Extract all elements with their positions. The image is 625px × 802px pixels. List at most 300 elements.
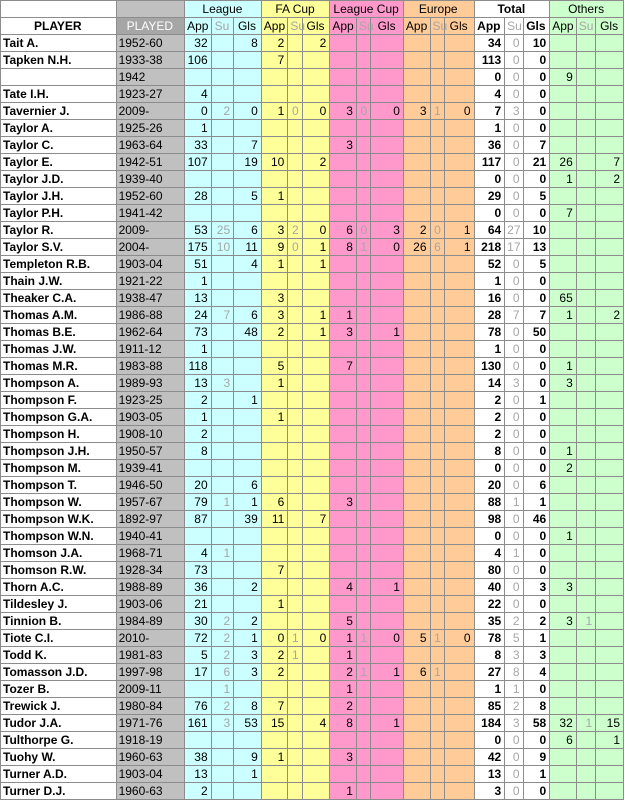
lc-su-cell: [356, 120, 370, 137]
oth-su-cell: 1: [576, 715, 595, 732]
fa-su-cell: [288, 426, 302, 443]
oth-app-cell: [550, 256, 577, 273]
fa-su-cell: [288, 86, 302, 103]
lc-su-cell: [356, 188, 370, 205]
lc-su-cell: [356, 154, 370, 171]
table-row: [1, 171, 624, 188]
fa-app-cell: 1: [261, 375, 288, 392]
oth-app-cell: 1: [550, 443, 577, 460]
table-row: [1, 273, 624, 290]
eu-gls-cell: [444, 171, 474, 188]
oth-gls-cell: [596, 273, 624, 290]
oth-gls-cell: 7: [596, 154, 624, 171]
fa-app-cell: 1: [261, 256, 288, 273]
oth-su-cell: [576, 596, 595, 613]
played-years-cell: 1989-93: [116, 375, 185, 392]
fa-app-cell: [261, 69, 288, 86]
table-row: [1, 256, 624, 273]
table-row: [1, 137, 624, 154]
oth-app-cell: 65: [550, 290, 577, 307]
tot-su-cell: 0: [505, 511, 523, 528]
player-name-cell: Turner A.D.: [1, 766, 117, 783]
eu-gls-cell: [444, 647, 474, 664]
lc-gls-cell: [371, 52, 404, 69]
fa-gls-cell: [302, 52, 330, 69]
lg-gls-cell: [234, 443, 262, 460]
tot-gls-cell: 7: [523, 307, 550, 324]
lc-gls-cell: [371, 375, 404, 392]
tot-gls-cell: 0: [523, 443, 550, 460]
fa-su-cell: [288, 324, 302, 341]
fa-app-cell: 1: [261, 103, 288, 120]
eu-app-cell: [403, 511, 430, 528]
oth-su-cell: [576, 426, 595, 443]
eu-app-cell: [403, 409, 430, 426]
fa-su-cell: 0: [288, 239, 302, 256]
fa-app-cell: 7: [261, 52, 288, 69]
lc-gls-cell: 0: [371, 103, 404, 120]
lg-su-cell: [211, 273, 234, 290]
lg-su-cell: [211, 69, 234, 86]
oth-app-cell: 7: [550, 205, 577, 222]
eu-app-cell: [403, 783, 430, 800]
oth-gls-cell: [596, 358, 624, 375]
table-row: [1, 103, 624, 120]
fa-su-cell: 0: [288, 103, 302, 120]
lc-app-cell: [330, 273, 357, 290]
lg-gls-cell: 6: [234, 222, 262, 239]
eu-gls-cell: [444, 375, 474, 392]
player-name-cell: Theaker C.A.: [1, 290, 117, 307]
tot-app-cell: 27: [474, 664, 505, 681]
eu-app-cell: [403, 52, 430, 69]
group-title-others: Others: [550, 1, 624, 18]
tot-gls-cell: 3: [523, 579, 550, 596]
tot-su-cell: 0: [505, 324, 523, 341]
oth-su-cell: [576, 409, 595, 426]
fa-gls-cell: [302, 766, 330, 783]
lc-app-cell: [330, 86, 357, 103]
player-name-cell: Taylor C.: [1, 137, 117, 154]
oth-su-cell: [576, 137, 595, 154]
tot-gls-cell: 0: [523, 409, 550, 426]
lg-app-cell: 73: [185, 324, 212, 341]
oth-app-cell: [550, 324, 577, 341]
lc-su-cell: [356, 86, 370, 103]
tot-gls-cell: 5: [523, 188, 550, 205]
lc-su-cell: [356, 324, 370, 341]
lg-su-cell: 1: [211, 681, 234, 698]
lg-gls-cell: [234, 273, 262, 290]
lc-su-cell: [356, 256, 370, 273]
lg-su-cell: 2: [211, 630, 234, 647]
oth-gls-cell: [596, 528, 624, 545]
eu-gls-cell: [444, 596, 474, 613]
oth-gls-cell: [596, 426, 624, 443]
played-years-cell: 1923-27: [116, 86, 185, 103]
eu-su-cell: [430, 494, 444, 511]
fa-gls-cell: [302, 732, 330, 749]
lg-app-cell: 38: [185, 749, 212, 766]
lg-app-cell: 13: [185, 375, 212, 392]
lg-app-cell: 8: [185, 443, 212, 460]
tot-su-cell: 0: [505, 783, 523, 800]
table-row: [1, 749, 624, 766]
fa-su-cell: [288, 188, 302, 205]
tot-app-cell: 1: [474, 681, 505, 698]
others-gls-header: Gls: [596, 18, 624, 35]
played-years-cell: 1903-05: [116, 409, 185, 426]
lg-app-cell: 2: [185, 783, 212, 800]
total-gls-header: Gls: [523, 18, 550, 35]
fa-app-cell: 9: [261, 239, 288, 256]
lg-gls-cell: 5: [234, 188, 262, 205]
table-row: [1, 681, 624, 698]
oth-gls-cell: [596, 562, 624, 579]
lg-gls-cell: 1: [234, 766, 262, 783]
lg-gls-cell: [234, 783, 262, 800]
lg-app-cell: [185, 69, 212, 86]
fa-app-header: App: [261, 18, 288, 35]
tot-app-cell: 1: [474, 120, 505, 137]
played-years-cell: 1950-57: [116, 443, 185, 460]
eu-su-cell: [430, 545, 444, 562]
eu-su-cell: 1: [430, 103, 444, 120]
fa-su-cell: [288, 392, 302, 409]
table-row: [1, 766, 624, 783]
fa-gls-cell: [302, 562, 330, 579]
player-name-cell: Thorn A.C.: [1, 579, 117, 596]
oth-app-cell: 1: [550, 358, 577, 375]
oth-gls-cell: [596, 783, 624, 800]
eu-su-cell: [430, 52, 444, 69]
oth-gls-cell: [596, 494, 624, 511]
tot-gls-cell: 1: [523, 766, 550, 783]
oth-app-cell: 3: [550, 613, 577, 630]
played-years-cell: 2004-: [116, 239, 185, 256]
tot-su-cell: 0: [505, 766, 523, 783]
eu-app-cell: [403, 545, 430, 562]
fa-app-cell: 2: [261, 647, 288, 664]
fa-gls-cell: 1: [302, 256, 330, 273]
lc-app-cell: [330, 545, 357, 562]
played-column-header: PLAYED: [116, 18, 185, 35]
played-years-cell: 1980-84: [116, 698, 185, 715]
eu-app-cell: [403, 375, 430, 392]
player-name-cell: Tiote C.I.: [1, 630, 117, 647]
lg-gls-cell: [234, 426, 262, 443]
lc-gls-cell: [371, 494, 404, 511]
tot-gls-cell: 0: [523, 171, 550, 188]
lg-su-cell: [211, 35, 234, 52]
tot-gls-cell: 8: [523, 698, 550, 715]
oth-app-cell: [550, 103, 577, 120]
tot-su-cell: 8: [505, 664, 523, 681]
played-years-cell: 1903-06: [116, 596, 185, 613]
tot-su-cell: 0: [505, 52, 523, 69]
table-row: [1, 392, 624, 409]
oth-gls-cell: [596, 613, 624, 630]
oth-su-cell: [576, 222, 595, 239]
fa-su-cell: [288, 613, 302, 630]
tot-gls-cell: 0: [523, 120, 550, 137]
fa-gls-cell: [302, 409, 330, 426]
eu-su-cell: [430, 766, 444, 783]
fa-app-cell: [261, 579, 288, 596]
lg-su-cell: 1: [211, 545, 234, 562]
lc-su-cell: 0: [356, 222, 370, 239]
lc-gls-cell: [371, 120, 404, 137]
eu-gls-cell: [444, 562, 474, 579]
eu-gls-cell: [444, 766, 474, 783]
fa-gls-cell: [302, 613, 330, 630]
oth-su-cell: [576, 256, 595, 273]
tot-gls-cell: 3: [523, 647, 550, 664]
table-row: [1, 511, 624, 528]
played-years-cell: 1903-04: [116, 766, 185, 783]
tot-su-cell: 0: [505, 256, 523, 273]
lc-su-cell: [356, 171, 370, 188]
eu-gls-cell: [444, 511, 474, 528]
fa-su-cell: [288, 205, 302, 222]
fa-app-cell: 1: [261, 596, 288, 613]
tot-su-cell: 0: [505, 358, 523, 375]
tot-gls-cell: 0: [523, 273, 550, 290]
fa-app-cell: [261, 732, 288, 749]
lc-app-cell: 2: [330, 698, 357, 715]
fa-su-cell: [288, 52, 302, 69]
lc-app-cell: [330, 477, 357, 494]
lc-gls-cell: [371, 409, 404, 426]
player-name-cell: Todd K.: [1, 647, 117, 664]
table-row: [1, 647, 624, 664]
tot-app-cell: 36: [474, 137, 505, 154]
lg-gls-cell: [234, 681, 262, 698]
oth-app-cell: 3: [550, 579, 577, 596]
lc-su-cell: [356, 562, 370, 579]
table-row: [1, 222, 624, 239]
lc-app-cell: [330, 35, 357, 52]
fa-gls-cell: [302, 290, 330, 307]
player-name-cell: Tait A.: [1, 35, 117, 52]
player-column-header: PLAYER: [1, 18, 117, 35]
tot-su-cell: 1: [505, 494, 523, 511]
lc-su-cell: [356, 52, 370, 69]
others-su-header: Su: [576, 18, 595, 35]
lc-gls-cell: [371, 256, 404, 273]
eu-app-header: App: [403, 18, 430, 35]
oth-gls-cell: [596, 324, 624, 341]
oth-gls-cell: 2: [596, 307, 624, 324]
lg-app-cell: [185, 460, 212, 477]
lg-gls-cell: [234, 545, 262, 562]
oth-su-cell: [576, 103, 595, 120]
lg-app-cell: 76: [185, 698, 212, 715]
group-title-europe: Europe: [403, 1, 474, 18]
player-name-cell: Taylor J.H.: [1, 188, 117, 205]
lc-app-cell: [330, 120, 357, 137]
tot-app-cell: 16: [474, 290, 505, 307]
lc-app-cell: [330, 732, 357, 749]
league-gls-header: Gls: [234, 18, 262, 35]
fa-app-cell: 3: [261, 222, 288, 239]
lc-app-cell: 8: [330, 715, 357, 732]
lc-app-cell: [330, 426, 357, 443]
oth-su-cell: [576, 392, 595, 409]
tot-su-cell: 0: [505, 426, 523, 443]
fa-su-cell: [288, 409, 302, 426]
lg-su-cell: 2: [211, 647, 234, 664]
fa-su-cell: [288, 256, 302, 273]
lg-su-cell: [211, 596, 234, 613]
lc-gls-cell: [371, 613, 404, 630]
lc-su-cell: 1: [356, 664, 370, 681]
oth-app-cell: [550, 596, 577, 613]
fa-gls-cell: 0: [302, 103, 330, 120]
table-row: [1, 783, 624, 800]
eu-su-cell: [430, 511, 444, 528]
fa-app-cell: [261, 783, 288, 800]
player-name-cell: Tate I.H.: [1, 86, 117, 103]
fa-su-cell: [288, 290, 302, 307]
tot-su-cell: 0: [505, 341, 523, 358]
eu-su-cell: [430, 307, 444, 324]
fa-app-cell: 2: [261, 324, 288, 341]
fa-gls-cell: [302, 477, 330, 494]
lg-gls-cell: 1: [234, 392, 262, 409]
fa-su-cell: [288, 137, 302, 154]
oth-gls-cell: 15: [596, 715, 624, 732]
lc-su-cell: [356, 579, 370, 596]
fa-gls-cell: [302, 205, 330, 222]
oth-su-cell: [576, 494, 595, 511]
eu-su-cell: [430, 579, 444, 596]
group-title-fa-cup: FA Cup: [261, 1, 330, 18]
eu-su-cell: [430, 290, 444, 307]
oth-gls-cell: [596, 103, 624, 120]
lg-gls-cell: 7: [234, 137, 262, 154]
oth-app-cell: [550, 426, 577, 443]
fa-gls-cell: [302, 171, 330, 188]
eu-su-cell: [430, 528, 444, 545]
lg-gls-cell: [234, 460, 262, 477]
lg-app-cell: 13: [185, 766, 212, 783]
played-years-cell: 1960-63: [116, 783, 185, 800]
oth-gls-cell: [596, 579, 624, 596]
fa-su-cell: [288, 596, 302, 613]
lc-su-cell: [356, 409, 370, 426]
fa-gls-cell: [302, 460, 330, 477]
fa-app-cell: 2: [261, 664, 288, 681]
tot-app-cell: 0: [474, 528, 505, 545]
oth-gls-cell: [596, 256, 624, 273]
tot-app-cell: 20: [474, 477, 505, 494]
player-name-cell: Taylor S.V.: [1, 239, 117, 256]
played-years-cell: 1962-64: [116, 324, 185, 341]
eu-gls-cell: [444, 273, 474, 290]
fa-gls-cell: [302, 120, 330, 137]
table-row: [1, 188, 624, 205]
fa-gls-cell: [302, 392, 330, 409]
oth-app-cell: [550, 341, 577, 358]
lc-app-cell: 7: [330, 358, 357, 375]
oth-gls-cell: [596, 392, 624, 409]
eu-gls-cell: [444, 120, 474, 137]
eu-app-cell: [403, 154, 430, 171]
oth-app-cell: 1: [550, 171, 577, 188]
player-name-cell: Tudor J.A.: [1, 715, 117, 732]
fa-app-cell: [261, 477, 288, 494]
lc-app-cell: [330, 392, 357, 409]
oth-su-cell: [576, 562, 595, 579]
lc-gls-cell: [371, 681, 404, 698]
eu-app-cell: 26: [403, 239, 430, 256]
tot-app-cell: 2: [474, 409, 505, 426]
fa-gls-cell: [302, 426, 330, 443]
played-years-cell: 1903-04: [116, 256, 185, 273]
group-title-total: Total: [474, 1, 550, 18]
played-years-cell: 1942-51: [116, 154, 185, 171]
lc-gls-cell: 3: [371, 222, 404, 239]
eu-su-cell: [430, 86, 444, 103]
eu-gls-cell: [444, 69, 474, 86]
lc-su-cell: 1: [356, 630, 370, 647]
oth-app-cell: [550, 222, 577, 239]
tot-su-cell: 3: [505, 647, 523, 664]
lc-gls-cell: [371, 545, 404, 562]
eu-gls-cell: 0: [444, 103, 474, 120]
oth-su-cell: [576, 86, 595, 103]
lg-su-cell: [211, 86, 234, 103]
eu-gls-cell: [444, 443, 474, 460]
oth-gls-cell: [596, 664, 624, 681]
oth-app-cell: [550, 409, 577, 426]
fa-app-cell: 0: [261, 630, 288, 647]
group-title-league: League: [185, 1, 262, 18]
table-row: [1, 205, 624, 222]
lc-gls-cell: [371, 341, 404, 358]
player-name-cell: Thompson W.N.: [1, 528, 117, 545]
fa-su-cell: [288, 511, 302, 528]
fa-gls-cell: 4: [302, 715, 330, 732]
lg-app-cell: 13: [185, 290, 212, 307]
table-row: [1, 375, 624, 392]
table-row: [1, 120, 624, 137]
lg-gls-cell: 2: [234, 613, 262, 630]
tot-gls-cell: 0: [523, 460, 550, 477]
tot-gls-cell: 0: [523, 596, 550, 613]
lc-su-cell: [356, 783, 370, 800]
eu-gls-cell: [444, 154, 474, 171]
eu-app-cell: 3: [403, 103, 430, 120]
table-row: [1, 579, 624, 596]
lg-su-cell: [211, 409, 234, 426]
group-header-row: [1, 1, 624, 18]
lc-app-cell: [330, 154, 357, 171]
eu-app-cell: [403, 749, 430, 766]
lg-gls-cell: 9: [234, 749, 262, 766]
table-row: [1, 477, 624, 494]
tot-app-cell: 218: [474, 239, 505, 256]
oth-su-cell: [576, 630, 595, 647]
lc-su-cell: [356, 392, 370, 409]
eu-su-cell: [430, 324, 444, 341]
tot-app-cell: 1: [474, 273, 505, 290]
oth-app-cell: [550, 562, 577, 579]
tot-su-cell: 0: [505, 120, 523, 137]
lc-su-cell: [356, 205, 370, 222]
lc-su-cell: [356, 732, 370, 749]
